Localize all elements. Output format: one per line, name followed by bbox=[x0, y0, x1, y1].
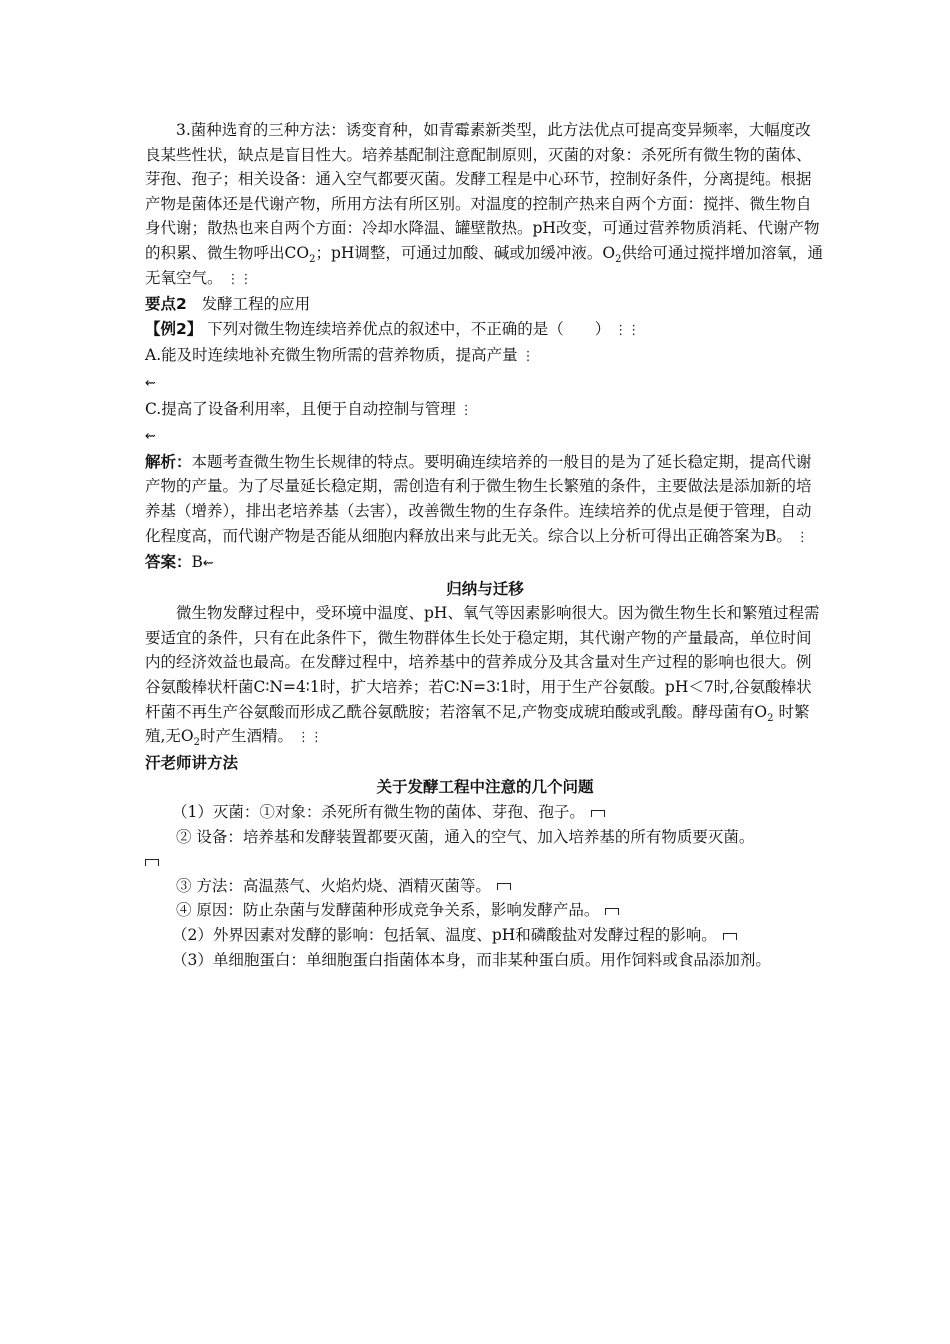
point2-title: 发酵工程的应用 bbox=[201, 295, 311, 314]
notes-title: 关于发酵工程中注意的几个问题 bbox=[376, 778, 594, 797]
tab-mark-icon bbox=[605, 908, 619, 915]
placeholder-line bbox=[145, 849, 825, 874]
note-item bbox=[145, 948, 825, 973]
method-text: 3.菌种选育的三种方法：诱变育种，如青霉素新类型，此方法优点可提高变异频率，大幅度改良某些性状，缺点是盲目性大。培养基配制注意配制原则，灭菌的对象：杀死所有微生物的菌体、芽孢、孢子；相关设备：通入空气都要灭菌。发酵工程是中心环节，控制好条件，分离提纯。根据产物是菌体还是代谢产物，所用方法有所区别。对温度的控制产热来自两个方面：搅拌、微生物自身代谢；散热也来自两个方面：冷却水降温、罐壁散热。pH改变，可通过营养物质消耗、代谢产物的积累、微生物呼出CO bbox=[145, 121, 820, 262]
note-text: （3）单细胞蛋白：单细胞蛋白指菌体本身，而非某种蛋白质。用作饲料或食品添加剂。 bbox=[172, 950, 771, 969]
paragraph-mark: ⋮ bbox=[459, 402, 473, 418]
method-paragraph bbox=[145, 118, 825, 292]
summary-paragraph bbox=[145, 601, 825, 751]
note-text: （2）外界因素对发酵的影响：包括氧、温度、pH和磷酸盐对发酵过程的影响。 bbox=[172, 926, 717, 944]
placeholder-line bbox=[145, 370, 825, 397]
paragraph-mark: ⋮ bbox=[521, 349, 535, 365]
point2-heading bbox=[145, 292, 825, 317]
note-text: ② 设备：培养基和发酵装置都要灭菌，通入的空气、加入培养基的所有物质要灭菌。 bbox=[176, 827, 755, 846]
option-a-text: A.能及时连续地补充微生物所需的营养物质，提高产量 bbox=[145, 346, 518, 365]
arrow-mark-icon: ⇜ bbox=[145, 429, 156, 445]
answer-line bbox=[145, 550, 825, 577]
note-text: ③ 方法：高温蒸气、火焰灼烧、酒精灭菌等。 bbox=[176, 876, 491, 895]
tab-mark-icon bbox=[497, 883, 511, 890]
subscript: 2 bbox=[309, 254, 316, 266]
summary-text-c: 时产生酒精。 bbox=[200, 727, 294, 746]
analysis-paragraph bbox=[145, 450, 825, 550]
summary-title: 归纳与迁移 bbox=[446, 579, 524, 598]
summary-text-a: 微生物发酵过程中，受环境中温度、pH、氧气等因素影响很大。因为微生物生长和繁殖过程需要适宜的条件，只有在此条件下，微生物群体生长处于稳定期，其代谢产物的产量最高，单位时间内的经济效益也最高。在发酵过程中，培养基中的营养成分及其含量对生产过程的影响也很大。例谷氨酸棒状杆菌C∶N=4∶1时，扩大培养；若C∶N=3∶1时，用于生产谷氨酸。pH＜7时,谷氨酸棒状杆菌不再生产谷氨酸而形成乙酰谷氨酰胺；若溶氧不足,产物变成琥珀酸或乳酸。酵母菌有O bbox=[145, 604, 820, 721]
subscript: 2 bbox=[615, 254, 622, 266]
document-page bbox=[145, 118, 825, 972]
subscript: 2 bbox=[193, 737, 201, 749]
method-text-b: ；pH调整，可通过加酸、碱或加缓冲液。O bbox=[315, 243, 616, 262]
example2-label: 【例2】 bbox=[145, 319, 203, 338]
method-text-c: 供给可通过搅拌增加溶氧，通无氧空气。 bbox=[145, 243, 823, 287]
note-item bbox=[145, 874, 825, 899]
tab-mark-icon bbox=[723, 933, 737, 940]
answer-value: B bbox=[191, 553, 203, 572]
paragraph-mark: ⋮⋮ bbox=[226, 271, 253, 287]
example2-question bbox=[145, 317, 825, 344]
arrow-mark-icon: ⇜ bbox=[202, 556, 214, 572]
tab-mark-icon bbox=[145, 859, 159, 866]
teacher-heading: 汗老师讲方法 bbox=[145, 753, 239, 772]
analysis-text: 本题考查微生物生长规律的特点。要明确连续培养的一般目的是为了延长稳定期，提高代谢产物的产量。为了尽量延长稳定期，需创造有利于微生物生长繁殖的条件，主要做法是添加新的培养基（增养），排出老培养基（去害），改善微生物的生存条件。连续培养的优点是便于管理，自动化程度高，而代谢产物是否能从细胞内释放出来与此无关。综合以上分析可得出正确答案为B。 bbox=[145, 452, 812, 545]
arrow-mark-icon: ⇜ bbox=[145, 375, 156, 391]
paragraph-mark: ⋮⋮ bbox=[297, 730, 324, 746]
example2-text: 下列对微生物连续培养优点的叙述中，不正确的是（ ） bbox=[207, 319, 611, 338]
option-c-text: C.提高了设备利用率，且便于自动控制与管理 bbox=[145, 399, 456, 418]
paragraph-mark: ⋮ bbox=[795, 529, 809, 545]
note-item bbox=[145, 825, 825, 850]
tab-mark-icon bbox=[591, 810, 605, 817]
placeholder-line bbox=[145, 423, 825, 450]
note-item bbox=[145, 800, 825, 825]
summary-text-b: 时繁殖,无O bbox=[145, 702, 810, 746]
note-item bbox=[145, 898, 825, 923]
paragraph-mark: ⋮⋮ bbox=[614, 322, 641, 338]
subscript: 2 bbox=[767, 712, 774, 724]
option-a bbox=[145, 343, 825, 370]
point2-label: 要点2 bbox=[145, 295, 187, 314]
option-c bbox=[145, 397, 825, 424]
note-text: ④ 原因：防止杂菌与发酵菌种形成竞争关系，影响发酵产品。 bbox=[176, 901, 600, 920]
analysis-label: 解析： bbox=[145, 452, 192, 471]
note-text: （1）灭菌：①对象：杀死所有微生物的菌体、芽孢、孢子。 bbox=[172, 803, 585, 822]
answer-label: 答案： bbox=[145, 553, 192, 572]
note-item bbox=[145, 923, 825, 948]
